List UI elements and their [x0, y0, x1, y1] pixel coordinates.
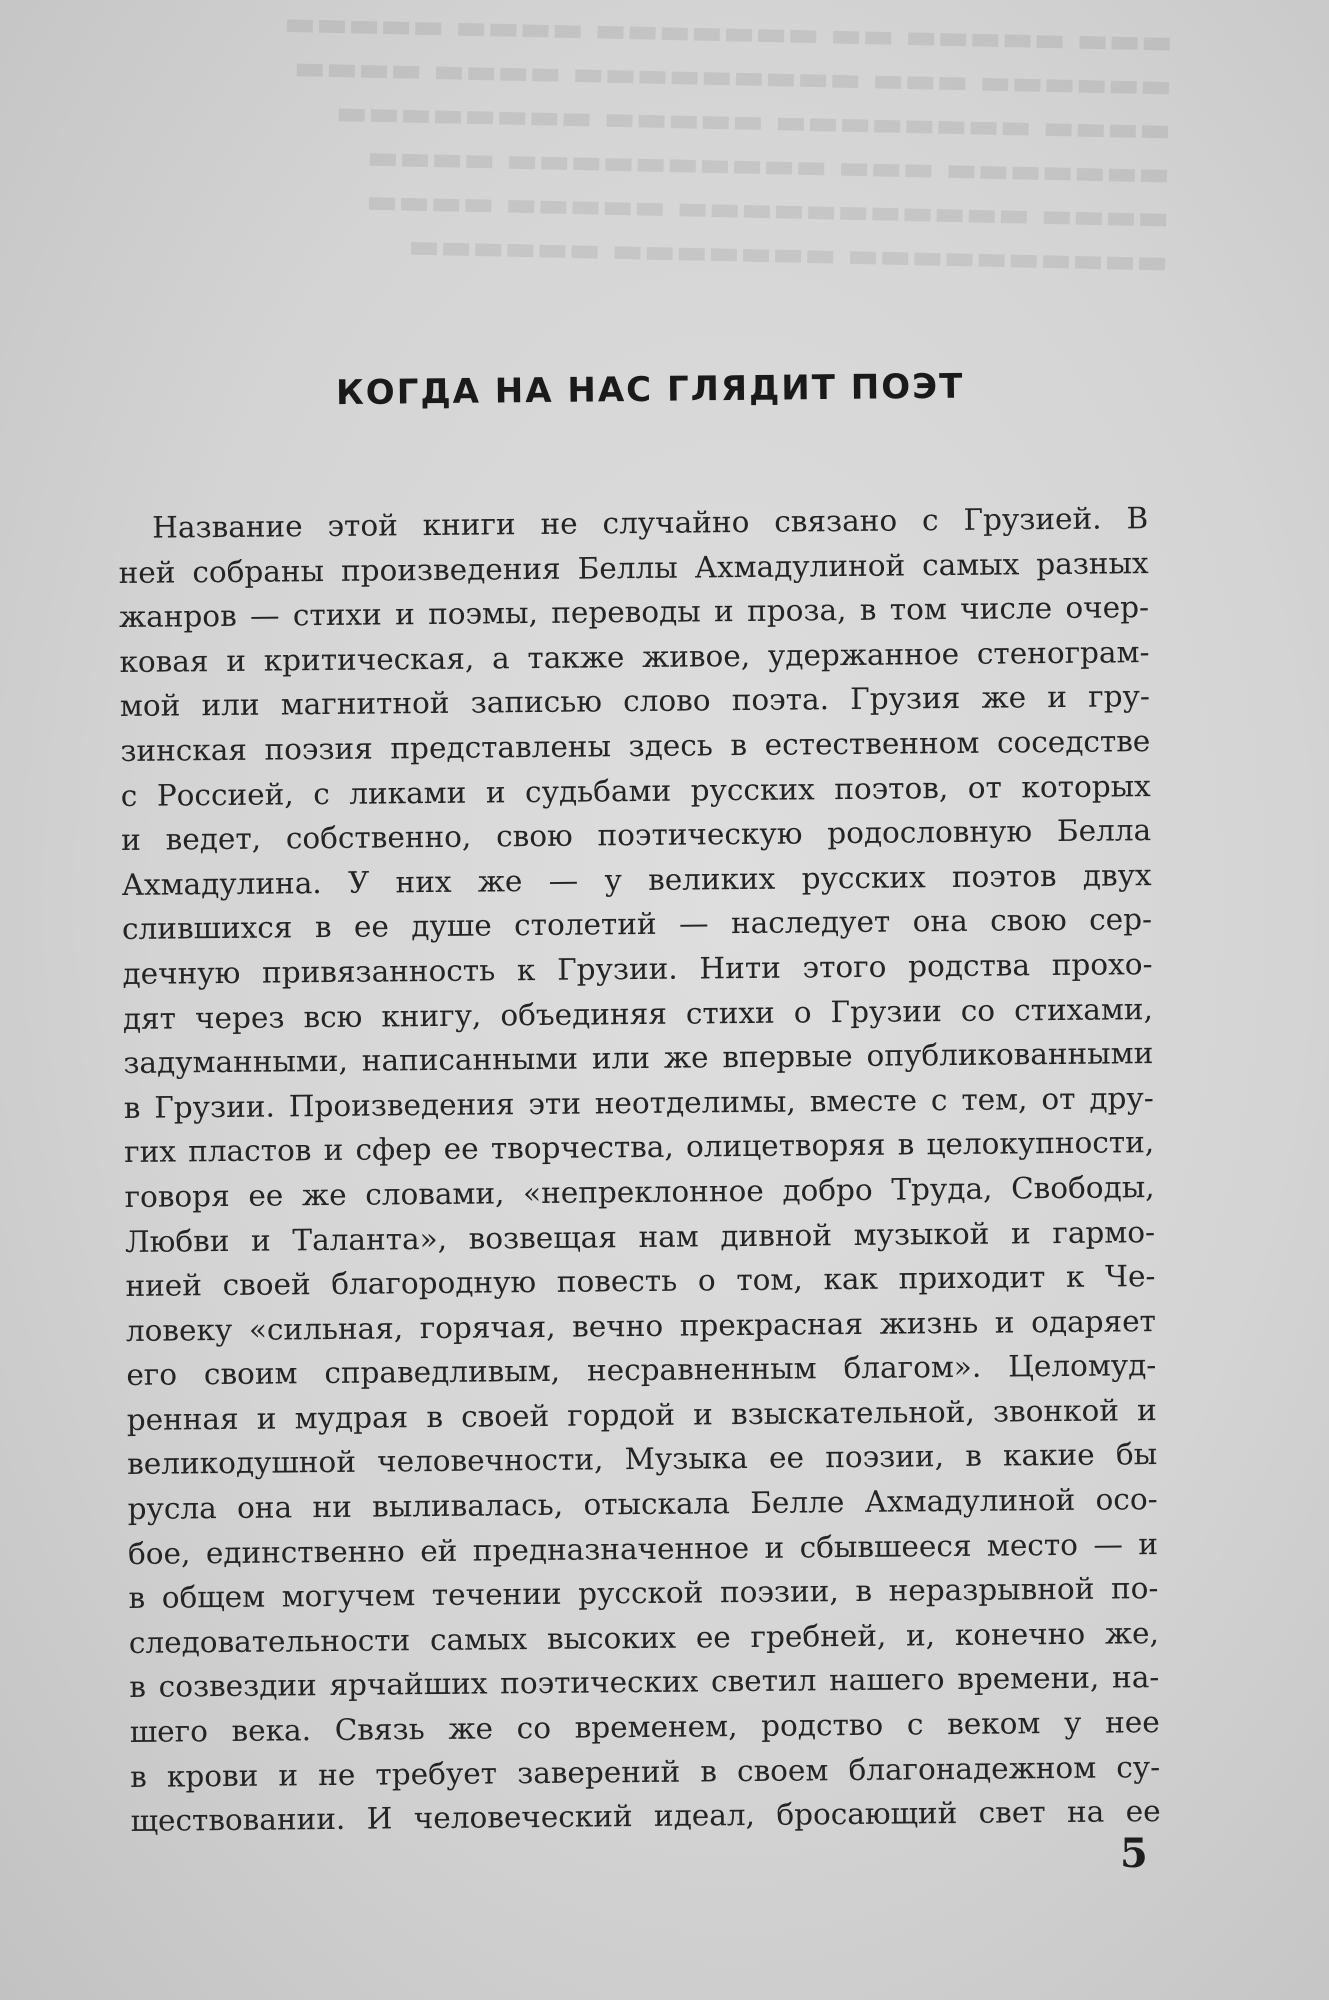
text-line: дечную привязанность к Грузии. Нити этого родства прохо-: [122, 947, 1153, 991]
text-line: следовательности самых высоких ее гребней, и, конечно же,: [128, 1615, 1160, 1660]
text-line: и ведет, собственно, свою поэтическую родословную Белла: [121, 813, 1152, 858]
text-line: задуманными, написанными или же впервые опубликованными: [123, 1036, 1154, 1081]
text-line: великодушной человечности, Музыка ее поэзии, в какие бы: [127, 1437, 1158, 1482]
text-line: ловеку «сильная, горячая, вечно прекрасная жизнь и одаряет: [125, 1303, 1157, 1348]
text-line: слившихся в ее душе столетий — наследует она свою сер-: [121, 902, 1153, 947]
text-line: ренная и мудрая в своей гордой и взыскательной, звонкой и: [126, 1392, 1157, 1437]
text-line: зинская поэзия представлены здесь в естественном соседстве: [120, 724, 1151, 768]
text-line: нией своей благородную повесть о том, как приходит к Че-: [125, 1259, 1156, 1304]
text-line: жанров — стихи и поэмы, переводы и проза, в том числе очер-: [118, 590, 1150, 635]
text-line: говоря ее же словами, «непреклонное добро Труда, Свободы,: [124, 1169, 1155, 1214]
text-line: его своим справедливым, несравненным благом». Целомуд-: [126, 1348, 1157, 1393]
text-line: ковая и критическая, а также живое, удержанное стенограм-: [119, 634, 1150, 679]
text-line: в общем могучем течении русской поэзии, в неразрывной по-: [128, 1571, 1159, 1616]
text-line: дят через всю книгу, объединяя стихи о Грузии со стихами,: [122, 991, 1154, 1036]
text-line: в созвездии ярчайших поэтических светил нашего времени, на-: [129, 1660, 1160, 1705]
chapter-title: КОГДА НА НАС ГЛЯДИТ ПОЭТ: [335, 366, 965, 414]
text-line: Любви и Таланта», возвещая нам дивной музыкой и гармо-: [124, 1214, 1156, 1259]
text-line: русла она ни выливалась, отыскала Белле Ахмадулиной осо-: [127, 1482, 1158, 1527]
text-line: мой или магнитной записью слово поэта. Грузия же и гру-: [119, 679, 1151, 724]
text-line: с Россией, с ликами и судьбами русских поэтов, от которых: [120, 768, 1151, 813]
text-line: в Грузии. Произведения эти неотделимы, вместе с тем, от дру-: [123, 1080, 1154, 1125]
text-line: ществовании. И человеческий идеал, бросающий свет на ее: [130, 1794, 1161, 1839]
text-line: Название этой книги не случайно связано с Грузией. В: [152, 501, 1149, 545]
show-through-text: ▬▬▬ ▬▬▬▬▬ ▬▬ ▬▬▬▬▬▬▬ ▬▬▬▬ ▬▬▬▬▬ ▬▬▬▬▬▬ ▬▬▬ ▬▬▬▬▬▬▬▬▬ ▬▬▬▬ ▬▬▬▬ ▬▬▬▬ ▬▬▬▬▬▬▬▬ ▬▬▬▬▬ ▬▬▬▬▬▬▬▬ ▬▬▬▬▬▬▬ ▬▬▬ ▬▬▬▬▬▬▬▬▬▬ ▬▬▬▬ ▬▬▬▬ ▬▬▬▬▬▬▬▬▬▬▬ ▬▬▬▬▬ ▬▬▬▬ ▬▬▬▬▬▬▬▬▬▬ ▬▬▬▬▬▬▬ ▬▬▬▬▬▬: [283, 3, 1174, 283]
text-line: гих пластов и сфер ее творчества, олицетворяя в целокупности,: [124, 1125, 1155, 1170]
page-number: 5: [1120, 1830, 1148, 1877]
text-line: шего века. Связь же со временем, родство с веком у нее: [129, 1705, 1160, 1749]
text-line: в крови и не требует заверений в своем благонадежном су-: [130, 1749, 1161, 1794]
body-text: [118, 496, 1161, 1844]
text-line: бое, единственно ей предназначенное и сбывшееся место — и: [127, 1526, 1159, 1571]
text-line: ней собраны произведения Беллы Ахмадулиной самых разных: [118, 545, 1149, 590]
text-line: Ахмадулина. У них же — у великих русских поэтов двух: [121, 857, 1152, 902]
